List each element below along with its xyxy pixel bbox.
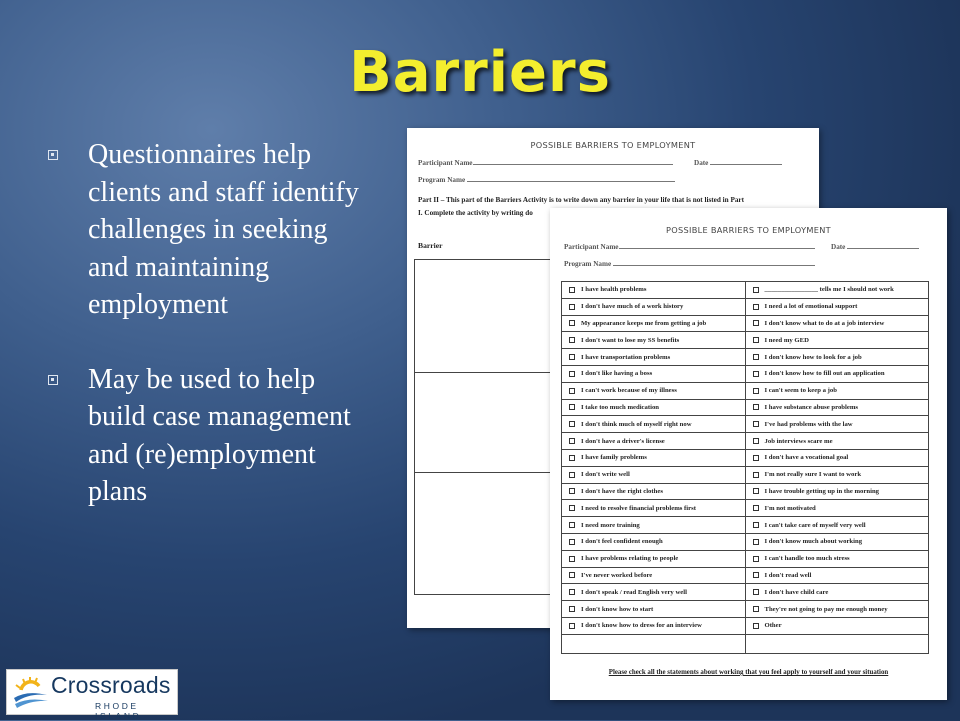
- program-name-field: Program Name: [418, 175, 675, 184]
- checkbox-icon: [569, 505, 575, 511]
- checklist-row: [562, 466, 929, 483]
- checklist-item-right: [745, 315, 929, 332]
- crossroads-logo: [6, 669, 178, 721]
- checkbox-icon: [569, 287, 575, 293]
- checklist-item-text: I don't write well: [581, 471, 630, 479]
- checklist-item-text: I can't work because of my illness: [581, 387, 677, 395]
- checkbox-icon: [753, 421, 759, 427]
- checklist-item-text: I need to resolve financial problems first: [581, 504, 696, 512]
- checklist-item-text: I don't know how to start: [581, 605, 654, 613]
- checkbox-icon: [753, 438, 759, 444]
- date-field: Date: [694, 158, 782, 167]
- checklist-item-text: I don't have a vocational goal: [764, 454, 849, 462]
- checkbox-icon: [753, 539, 759, 545]
- checklist-item-text: Job interviews scare me: [764, 437, 833, 445]
- checklist-item-text: I need my GED: [764, 336, 809, 344]
- checkbox-icon: [753, 623, 759, 629]
- checklist-row: [562, 500, 929, 517]
- checklist-item-text: I don't speak / read English very well: [581, 588, 687, 596]
- checklist-item-right: [745, 382, 929, 399]
- checklist-item-text: I take too much medication: [581, 403, 660, 411]
- checkbox-icon: [753, 388, 759, 394]
- checkbox-icon: [569, 488, 575, 494]
- checkbox-icon: [753, 522, 759, 528]
- checklist-item-text: I don't know how to dress for an interview: [581, 622, 702, 630]
- checklist-item-left: [562, 416, 746, 433]
- bullet-text: Questionnaires help clients and staff identify challenges in seeking and maintaining employment: [88, 139, 359, 320]
- bullet-list: [48, 136, 368, 511]
- checkbox-icon: [569, 572, 575, 578]
- checklist-row: [562, 617, 929, 634]
- checklist-item-text: I can't handle too much stress: [764, 555, 850, 563]
- checklist-item-text: I don't feel confident enough: [581, 538, 663, 546]
- barrier-column-label: Barrier: [418, 241, 443, 250]
- barriers-checklist-table: [561, 281, 929, 654]
- checkbox-icon: [753, 472, 759, 478]
- checkbox-icon: [569, 455, 575, 461]
- checkbox-icon: [569, 438, 575, 444]
- checkbox-icon: [753, 371, 759, 377]
- checklist-item-text: I don't have child care: [764, 588, 829, 596]
- checkbox-icon: [569, 589, 575, 595]
- checklist-item-left: [562, 349, 746, 366]
- checklist-item-text: My appearance keeps me from getting a job: [581, 319, 707, 327]
- checklist-item-right: [745, 550, 929, 567]
- checklist-item-right: [745, 533, 929, 550]
- checklist-row: [562, 567, 929, 584]
- checklist-item-text: I don't know much about working: [764, 538, 863, 546]
- checkbox-icon: [569, 556, 575, 562]
- checkbox-icon: [569, 539, 575, 545]
- checklist-row: [562, 315, 929, 332]
- checklist-item-left: [562, 517, 746, 534]
- checklist-item-left: [562, 533, 746, 550]
- checklist-item-left: [562, 315, 746, 332]
- checklist-row: [562, 399, 929, 416]
- checklist-item-right: [745, 433, 929, 450]
- checklist-item-text: I don't have much of a work history: [581, 303, 684, 311]
- checkbox-icon: [569, 421, 575, 427]
- checkbox-icon: [569, 337, 575, 343]
- checklist-item-right: [745, 298, 929, 315]
- checkbox-icon: [753, 589, 759, 595]
- checkbox-icon: [753, 556, 759, 562]
- slide-title: Barriers: [349, 40, 611, 105]
- checkbox-icon: [753, 337, 759, 343]
- checklist-item-right: [745, 282, 929, 299]
- checklist-item-text: I have trouble getting up in the morning: [764, 487, 880, 495]
- checklist-item-right: [745, 584, 929, 601]
- checklist-row: [562, 449, 929, 466]
- checkbox-icon: [569, 354, 575, 360]
- checklist-item-left: [562, 500, 746, 517]
- checkbox-icon: [569, 388, 575, 394]
- checkbox-icon: [569, 320, 575, 326]
- checklist-row: [562, 533, 929, 550]
- checklist-item-text: I don't think much of myself right now: [581, 420, 692, 428]
- questionnaire-checklist-image: [550, 208, 947, 700]
- checkbox-icon: [753, 287, 759, 293]
- checklist-item-text: ________________ tells me I should not work: [764, 286, 894, 294]
- checklist-item-text: I have problems relating to people: [581, 555, 679, 563]
- checklist-row: [562, 332, 929, 349]
- checklist-blank-row: [562, 634, 929, 653]
- checklist-item-text: I don't have the right clothes: [581, 487, 663, 495]
- checklist-footer-note: Please check all the statements about working that you feel apply to yourself and your situation: [608, 669, 889, 676]
- bullet-square-icon: [48, 150, 58, 160]
- checklist-item-text: I don't know how to fill out an application: [764, 370, 885, 378]
- checklist-row: [562, 416, 929, 433]
- checklist-item-right: [745, 567, 929, 584]
- checkbox-icon: [753, 488, 759, 494]
- checkbox-icon: [753, 404, 759, 410]
- checklist-item-text: I have transportation problems: [581, 353, 671, 361]
- checkbox-icon: [753, 354, 759, 360]
- checkbox-icon: [753, 320, 759, 326]
- checklist-item-left: [562, 282, 746, 299]
- checkbox-icon: [753, 606, 759, 612]
- date-field: Date: [831, 242, 919, 251]
- checklist-item-left: [562, 399, 746, 416]
- participant-name-field: Participant Name: [564, 242, 815, 251]
- checkbox-icon: [569, 304, 575, 310]
- checklist-row: [562, 349, 929, 366]
- checklist-item-text: I don't know what to do at a job interview: [764, 319, 885, 327]
- checklist-item-text: I don't have a driver's license: [581, 437, 665, 445]
- checklist-item-left: [562, 332, 746, 349]
- checklist-item-text: I can't take care of myself very well: [764, 521, 866, 529]
- checklist-item-text: They're not going to pay me enough money: [764, 605, 888, 613]
- bullet-text: May be used to help build case management and (re)employment plans: [88, 363, 351, 507]
- checklist-item-right: [745, 617, 929, 634]
- checklist-item-text: I have health problems: [581, 286, 647, 294]
- checklist-item-left: [562, 617, 746, 634]
- doc-title: POSSIBLE BARRIERS TO EMPLOYMENT: [530, 140, 696, 150]
- logo-name: Crossroads: [51, 672, 171, 698]
- checklist-item-right: [745, 349, 929, 366]
- checklist-item-text: I don't want to lose my SS benefits: [581, 336, 680, 344]
- checklist-item-left: [562, 466, 746, 483]
- part-two-instructions: Part II – This part of the Barriers Activity is to write down any barrier in your life that is not listed in Part I. Complete the activity by writing do: [418, 196, 745, 217]
- checklist-item-text: I'm not motivated: [764, 504, 816, 512]
- checklist-row: [562, 433, 929, 450]
- checklist-item-right: [745, 399, 929, 416]
- checklist-item-left: [562, 567, 746, 584]
- program-name-field: Program Name: [564, 259, 815, 268]
- checklist-item-left: [562, 483, 746, 500]
- checklist-row: [562, 365, 929, 382]
- checklist-item-text: I need a lot of emotional support: [764, 303, 858, 311]
- checklist-item-text: I have substance abuse problems: [764, 403, 859, 411]
- checklist-row: [562, 282, 929, 299]
- checklist-item-right: [745, 332, 929, 349]
- bullet-item: [48, 136, 368, 324]
- checklist-item-text: Other: [764, 622, 782, 630]
- checkbox-icon: [753, 505, 759, 511]
- checklist-item-text: I can't seem to keep a job: [764, 387, 837, 395]
- checklist-item-text: I'm not really sure I want to work: [764, 471, 862, 479]
- checklist-item-left: [562, 584, 746, 601]
- checkbox-icon: [753, 572, 759, 578]
- checklist-item-left: [562, 601, 746, 618]
- checklist-item-right: [745, 466, 929, 483]
- checklist-item-right: [745, 601, 929, 618]
- bullet-item: [48, 361, 368, 511]
- checklist-item-right: [745, 483, 929, 500]
- checklist-item-right: [745, 500, 929, 517]
- checkbox-icon: [753, 304, 759, 310]
- checklist-row: [562, 584, 929, 601]
- checkbox-icon: [569, 522, 575, 528]
- checkbox-icon: [569, 623, 575, 629]
- checkbox-icon: [569, 606, 575, 612]
- checkbox-icon: [569, 371, 575, 377]
- checklist-row: [562, 601, 929, 618]
- checklist-row: [562, 550, 929, 567]
- checklist-item-text: I need more training: [581, 521, 640, 529]
- bullet-square-icon: [48, 375, 58, 385]
- checklist-item-left: [562, 449, 746, 466]
- checklist-item-right: [745, 416, 929, 433]
- doc-title: POSSIBLE BARRIERS TO EMPLOYMENT: [666, 225, 831, 235]
- checklist-row: [562, 382, 929, 399]
- checklist-item-text: I don't know how to look for a job: [764, 353, 862, 361]
- checklist-item-text: I've never worked before: [581, 571, 653, 579]
- logo-subtitle: RHODE ISLAND: [95, 701, 142, 721]
- checklist-item-right: [745, 449, 929, 466]
- checklist-row: [562, 517, 929, 534]
- checklist-item-left: [562, 550, 746, 567]
- checklist-row: [562, 483, 929, 500]
- checklist-item-text: I have family problems: [581, 454, 647, 462]
- checkbox-icon: [753, 455, 759, 461]
- checklist-item-text: I don't read well: [764, 571, 812, 579]
- checkbox-icon: [569, 472, 575, 478]
- checklist-row: [562, 298, 929, 315]
- sun-swoosh-logo-icon: [13, 676, 49, 710]
- checklist-item-left: [562, 365, 746, 382]
- participant-name-field: Participant Name: [418, 158, 673, 167]
- checklist-item-left: [562, 298, 746, 315]
- checklist-item-text: I don't like having a boss: [581, 370, 653, 378]
- checklist-item-right: [745, 365, 929, 382]
- checklist-item-text: I've had problems with the law: [764, 420, 853, 428]
- checklist-item-left: [562, 382, 746, 399]
- checkbox-icon: [569, 404, 575, 410]
- checklist-item-left: [562, 433, 746, 450]
- checklist-item-right: [745, 517, 929, 534]
